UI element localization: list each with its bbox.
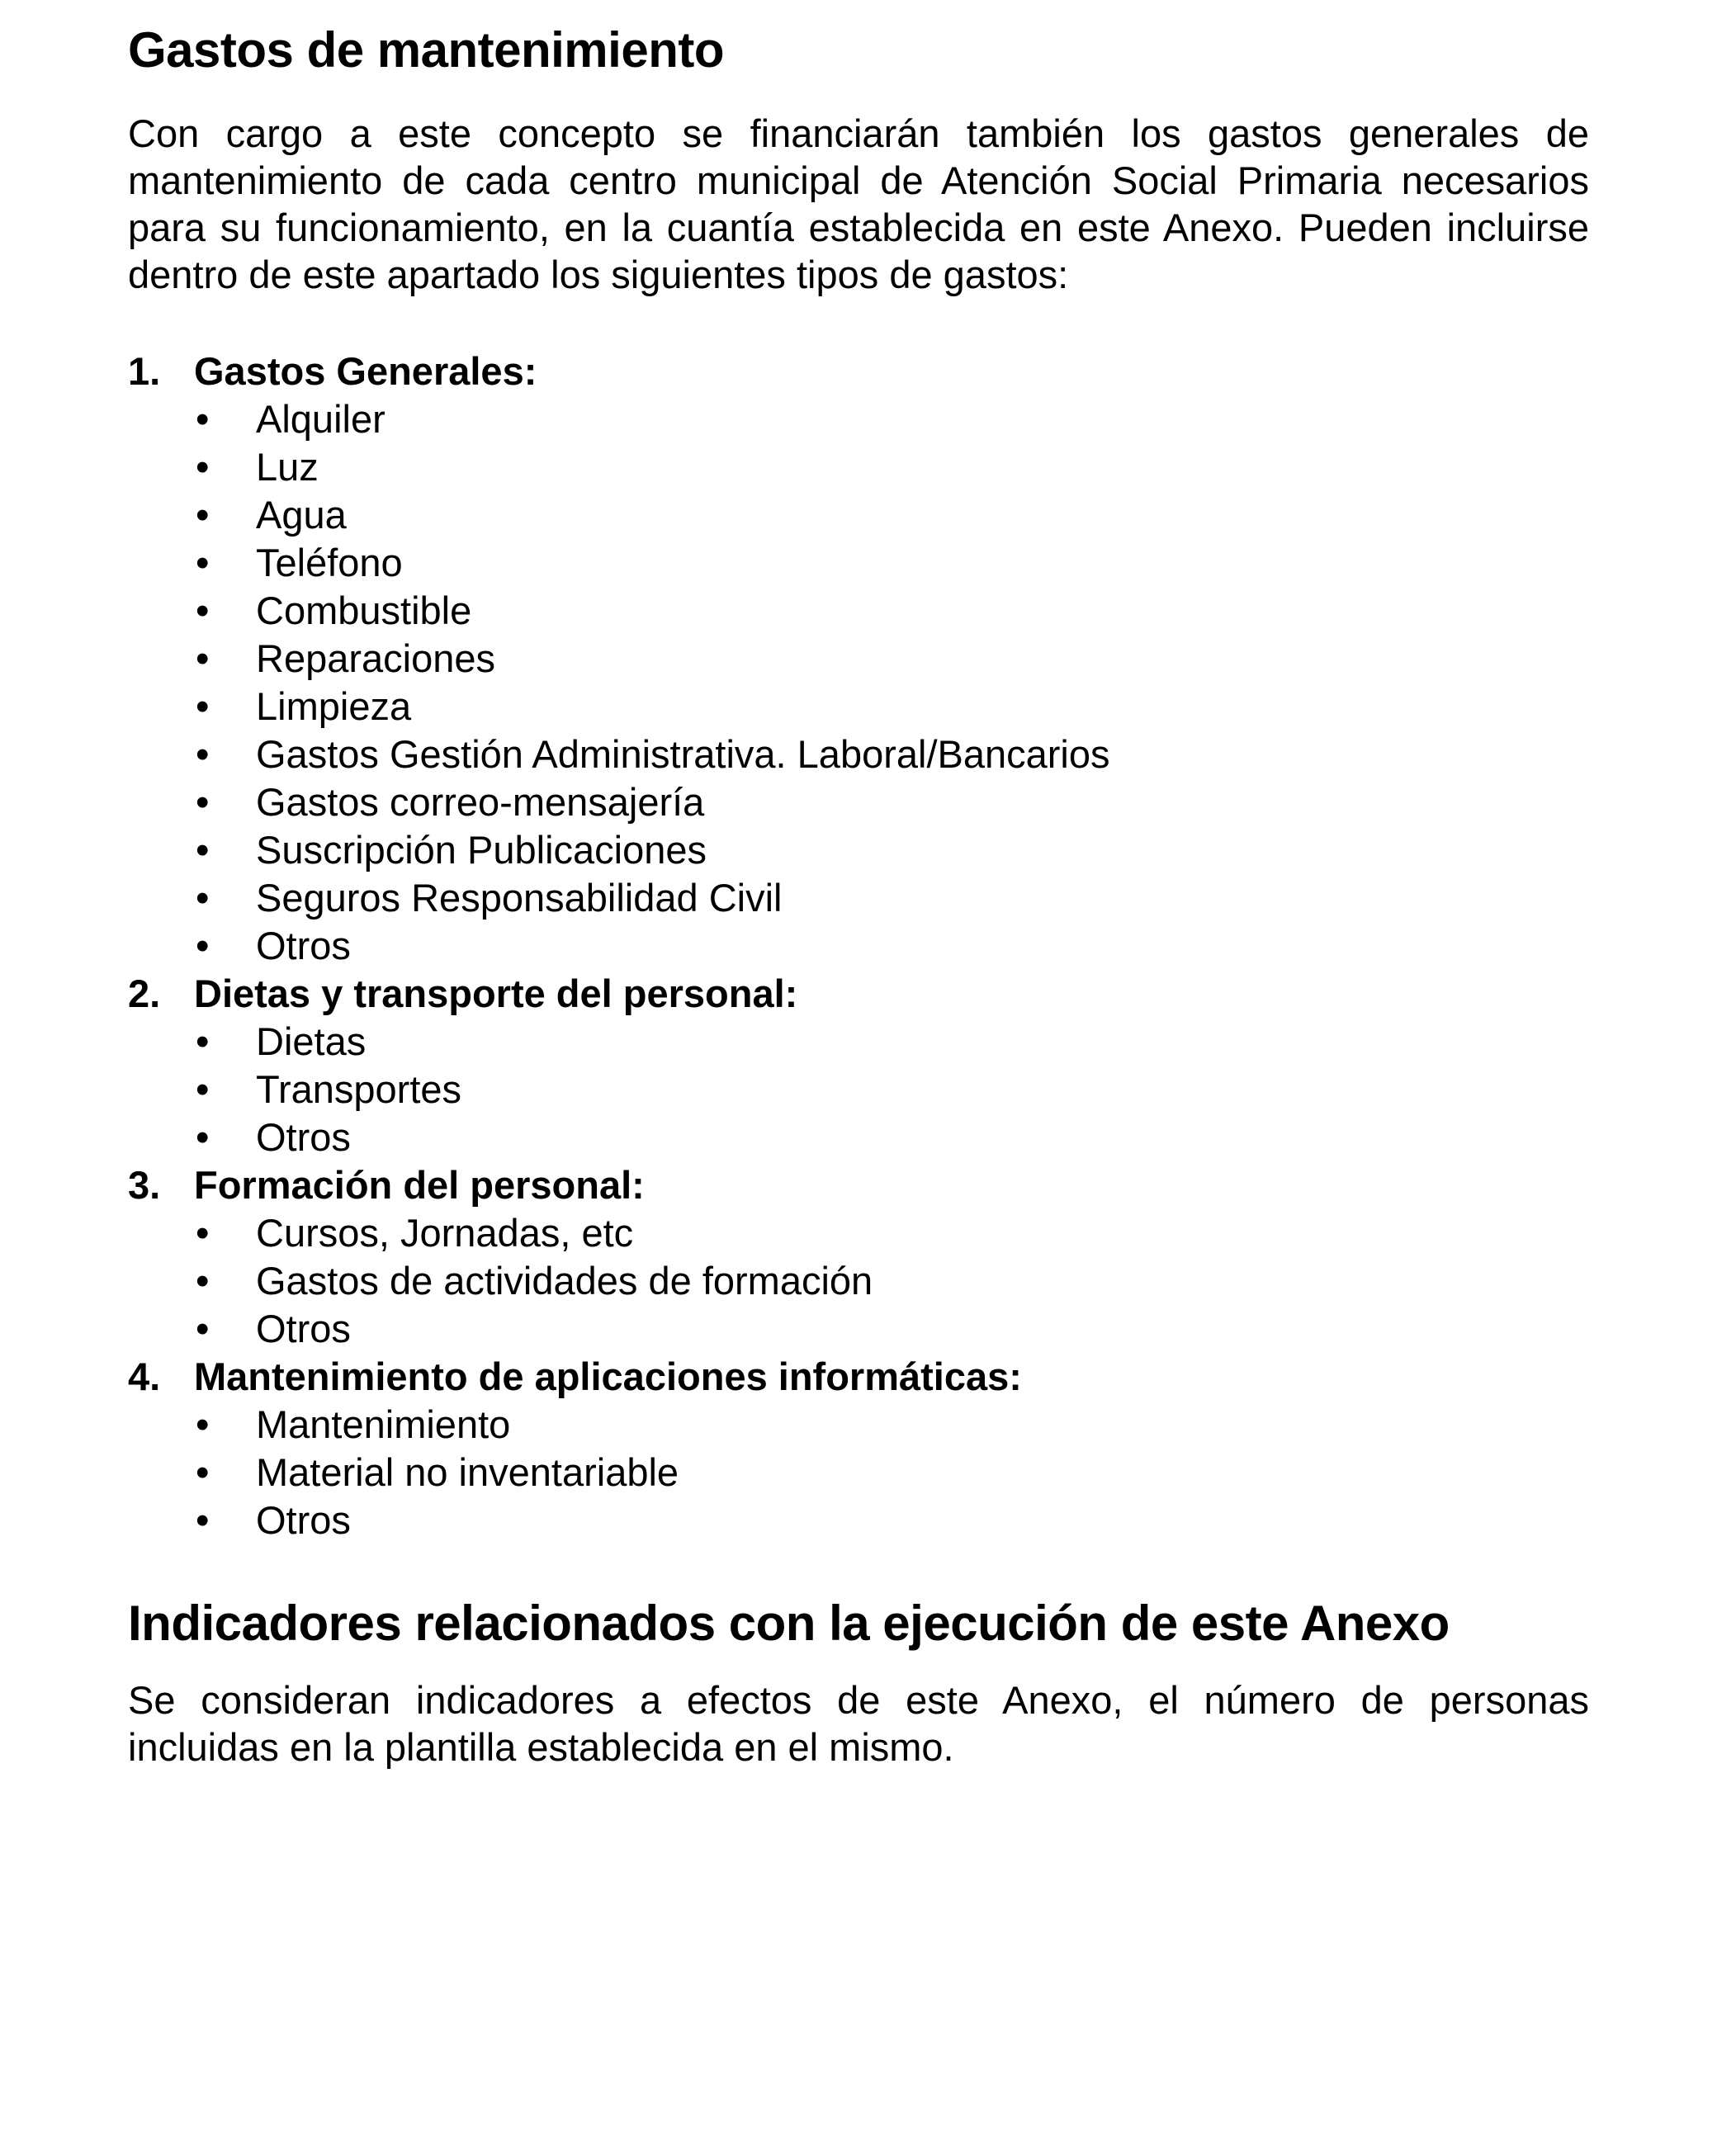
bullet-item-label: Combustible xyxy=(256,589,472,632)
bullet-list-item xyxy=(128,730,1589,778)
bullet-list-item xyxy=(128,1257,1589,1305)
bullet-item-label: Otros xyxy=(256,1307,351,1350)
intro-paragraph: Con cargo a este concepto se financiarán también los gastos generales de mantenimiento de cada centro municipal de Atención Social Primaria necesarios para su funcionamiento, en la cuantía establecida en este Anexo. Pueden incluirse dentro de este apartado los siguientes tipos de gastos: xyxy=(128,111,1589,296)
indicators-heading: Indicadores relacionados con la ejecución de este Anexo xyxy=(128,1596,1450,1651)
bullet-item-label: Teléfono xyxy=(256,541,403,584)
expense-group xyxy=(128,1353,1589,1544)
bullet-icon: • xyxy=(196,780,210,824)
bullet-item-label: Mantenimiento xyxy=(256,1402,511,1446)
bullet-list-item xyxy=(128,1401,1589,1449)
list-item-number: 1. xyxy=(128,349,161,393)
numbered-item xyxy=(128,1353,1589,1401)
numbered-item xyxy=(128,970,1589,1018)
bullet-list-item xyxy=(128,1449,1589,1496)
bullet-list-item xyxy=(128,778,1589,826)
bullet-item-label: Seguros Responsabilidad Civil xyxy=(256,876,783,920)
expense-group xyxy=(128,348,1589,970)
bullet-item-label: Otros xyxy=(256,1115,351,1159)
bullet-icon: • xyxy=(196,541,210,584)
bullet-list-item xyxy=(128,1496,1589,1544)
bullet-icon: • xyxy=(196,493,210,537)
list-item-number: 2. xyxy=(128,972,161,1015)
bullet-list-item xyxy=(128,826,1589,874)
list-item-number: 4. xyxy=(128,1355,161,1398)
bullet-item-label: Agua xyxy=(256,493,347,537)
bullet-item-label: Luz xyxy=(256,445,319,489)
indicators-paragraph: Se consideran indicadores a efectos de este Anexo, el número de personas incluidas en la plantilla establecida en el mismo. xyxy=(128,1678,1589,1769)
expense-group xyxy=(128,970,1589,1161)
bullet-list-item xyxy=(128,683,1589,730)
bullet-icon: • xyxy=(196,1402,210,1446)
bullet-icon: • xyxy=(196,1115,210,1159)
bullet-icon: • xyxy=(196,1067,210,1111)
bullet-icon: • xyxy=(196,924,210,967)
bullet-item-label: Alquiler xyxy=(256,397,385,441)
bullet-icon: • xyxy=(196,1259,210,1303)
bullet-icon: • xyxy=(196,636,210,680)
bullet-icon: • xyxy=(196,1307,210,1350)
bullet-item-label: Otros xyxy=(256,1498,351,1542)
bullet-list-item xyxy=(128,443,1589,491)
bullet-list-item xyxy=(128,1018,1589,1066)
bullet-list-item xyxy=(128,1305,1589,1353)
bullet-list-item xyxy=(128,874,1589,922)
bullet-icon: • xyxy=(196,397,210,441)
bullet-icon: • xyxy=(196,1498,210,1542)
bullet-list-item xyxy=(128,539,1589,587)
bullet-item-label: Cursos, Jornadas, etc xyxy=(256,1211,634,1255)
bullet-icon: • xyxy=(196,1450,210,1494)
list-item-heading: Gastos Generales: xyxy=(194,349,537,393)
bullet-icon: • xyxy=(196,589,210,632)
expense-list xyxy=(128,348,1589,1544)
bullet-list-item xyxy=(128,922,1589,970)
bullet-item-label: Gastos de actividades de formación xyxy=(256,1259,873,1303)
list-item-heading: Formación del personal: xyxy=(194,1163,645,1207)
bullet-list-item xyxy=(128,635,1589,683)
document-title: Gastos de mantenimiento xyxy=(128,22,724,78)
bullet-item-label: Limpieza xyxy=(256,684,412,728)
bullet-list-item xyxy=(128,1113,1589,1161)
bullet-icon: • xyxy=(196,1211,210,1255)
bullet-item-label: Suscripción Publicaciones xyxy=(256,828,707,872)
bullet-item-label: Otros xyxy=(256,924,351,967)
bullet-icon: • xyxy=(196,684,210,728)
bullet-item-label: Material no inventariable xyxy=(256,1450,679,1494)
bullet-list-item xyxy=(128,395,1589,443)
bullet-item-label: Gastos Gestión Administrativa. Laboral/Bancarios xyxy=(256,732,1110,776)
bullet-item-label: Dietas xyxy=(256,1019,367,1063)
numbered-item xyxy=(128,348,1589,395)
bullet-icon: • xyxy=(196,445,210,489)
numbered-item xyxy=(128,1161,1589,1209)
bullet-icon: • xyxy=(196,1019,210,1063)
list-item-number: 3. xyxy=(128,1163,161,1207)
bullet-item-label: Gastos correo-mensajería xyxy=(256,780,705,824)
bullet-item-label: Transportes xyxy=(256,1067,462,1111)
bullet-icon: • xyxy=(196,876,210,920)
bullet-icon: • xyxy=(196,732,210,776)
bullet-icon: • xyxy=(196,828,210,872)
bullet-list-item xyxy=(128,1209,1589,1257)
expense-group xyxy=(128,1161,1589,1353)
bullet-item-label: Reparaciones xyxy=(256,636,496,680)
bullet-list-item xyxy=(128,491,1589,539)
list-item-heading: Dietas y transporte del personal: xyxy=(194,972,798,1015)
bullet-list-item xyxy=(128,1066,1589,1113)
bullet-list-item xyxy=(128,587,1589,635)
list-item-heading: Mantenimiento de aplicaciones informáticas: xyxy=(194,1355,1022,1398)
